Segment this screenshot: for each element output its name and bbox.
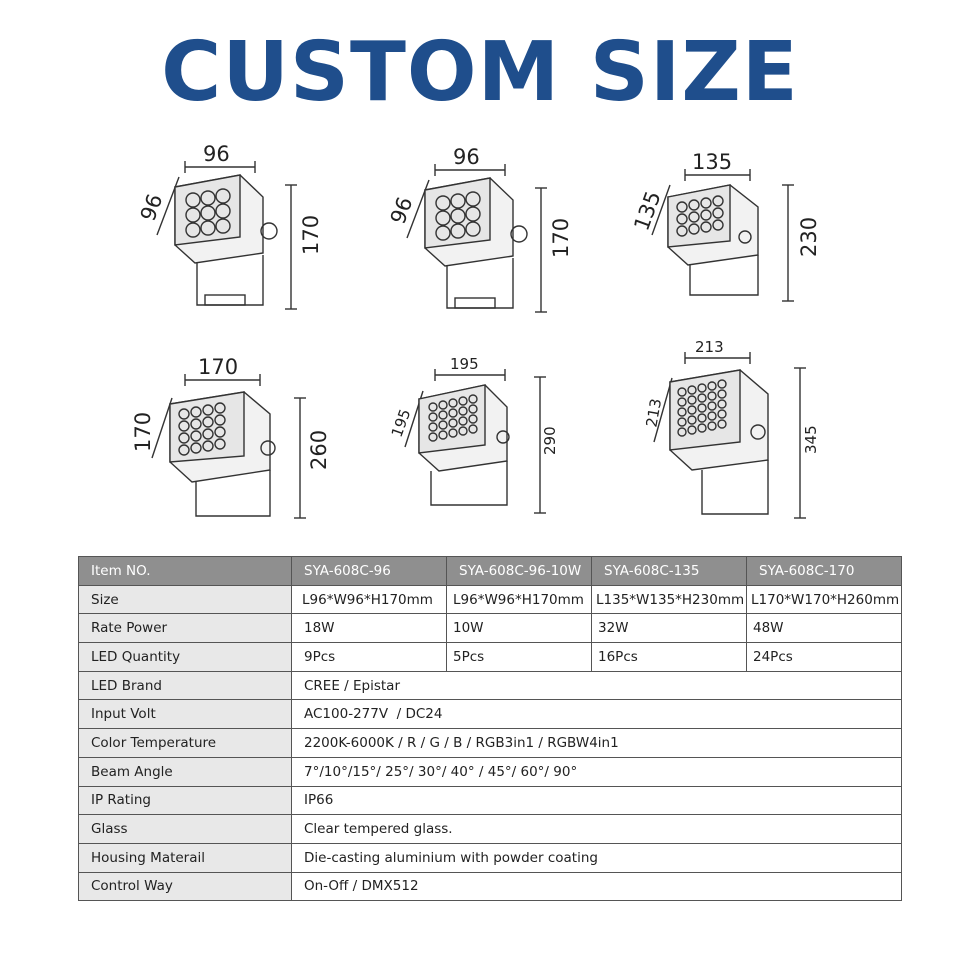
fixture-drawing-3 — [629, 150, 821, 315]
fixture-drawing-1 — [135, 142, 323, 315]
row-label: Control Way — [79, 872, 292, 901]
header-cell: SYA-608C-135 — [592, 557, 747, 586]
row-label: Beam Angle — [79, 757, 292, 786]
cell: AC100-277V / DC24 — [292, 700, 902, 729]
table-row — [79, 585, 902, 614]
cell: L96*W96*H170mm — [447, 585, 592, 614]
cell: Clear tempered glass. — [292, 815, 902, 844]
table-row — [79, 614, 902, 643]
spec-table — [78, 556, 902, 901]
table-row — [79, 700, 902, 729]
row-label: Size — [79, 585, 292, 614]
header-cell: SYA-608C-96 — [292, 557, 447, 586]
row-label: Rate Power — [79, 614, 292, 643]
dim-length-5: 195 — [450, 355, 479, 373]
cell: IP66 — [292, 786, 902, 815]
dim-width-6: 213 — [642, 397, 666, 429]
dim-height-5: 290 — [541, 426, 559, 455]
dim-length-6: 213 — [695, 338, 724, 356]
dim-height-2: 170 — [549, 217, 573, 258]
dim-length-1: 96 — [203, 142, 230, 166]
table-row — [79, 757, 902, 786]
header-cell: SYA-608C-96-10W — [447, 557, 592, 586]
cell: L170*W170*H260mm — [747, 585, 902, 614]
cell: On-Off / DMX512 — [292, 872, 902, 901]
dim-length-3: 135 — [692, 150, 733, 174]
dim-height-4: 260 — [307, 429, 331, 470]
fixture-drawing-6 — [640, 338, 830, 527]
cell: 24Pcs — [747, 643, 902, 672]
table-row — [79, 643, 902, 672]
header-cell: Item NO. — [79, 557, 292, 586]
row-label: Input Volt — [79, 700, 292, 729]
dim-height-3: 230 — [797, 216, 821, 257]
table-row — [79, 671, 902, 700]
dim-length-2: 96 — [453, 145, 480, 169]
dim-height-1: 170 — [299, 214, 323, 255]
table-row — [79, 786, 902, 815]
cell: L96*W96*H170mm — [292, 585, 447, 614]
cell: 7°/10°/15°/ 25°/ 30°/ 40° / 45°/ 60°/ 90° — [292, 757, 902, 786]
row-label: Color Temperature — [79, 729, 292, 758]
header-cell: SYA-608C-170 — [747, 557, 902, 586]
row-label: LED Quantity — [79, 643, 292, 672]
page-title: CUSTOM SIZE — [161, 25, 799, 120]
row-label: LED Brand — [79, 671, 292, 700]
cell: 16Pcs — [592, 643, 747, 672]
cell: 18W — [292, 614, 447, 643]
cell: 2200K-6000K / R / G / B / RGB3in1 / RGBW4in1 — [292, 729, 902, 758]
fixture-drawing-4 — [131, 355, 331, 533]
table-row — [79, 843, 902, 872]
cell: 48W — [747, 614, 902, 643]
dim-width-2: 96 — [385, 193, 418, 228]
table-header-row — [79, 557, 902, 586]
row-label: Housing Materail — [79, 843, 292, 872]
cell: 9Pcs — [292, 643, 447, 672]
table-row — [79, 729, 902, 758]
dim-width-4: 170 — [131, 411, 155, 452]
dim-width-3: 135 — [629, 187, 666, 234]
row-label: IP Rating — [79, 786, 292, 815]
dim-height-6: 345 — [802, 425, 820, 454]
dimension-drawings — [0, 130, 960, 530]
table-row — [79, 872, 902, 901]
cell: CREE / Epistar — [292, 671, 902, 700]
cell: Die-casting aluminium with powder coating — [292, 843, 902, 872]
dim-width-5: 195 — [387, 406, 415, 440]
row-label: Glass — [79, 815, 292, 844]
cell: L135*W135*H230mm — [592, 585, 747, 614]
cell: 10W — [447, 614, 592, 643]
cell: 5Pcs — [447, 643, 592, 672]
fixture-drawing-2 — [385, 145, 573, 318]
dim-width-1: 96 — [135, 190, 168, 225]
table-row — [79, 815, 902, 844]
fixture-drawing-5 — [387, 355, 570, 520]
cell: 32W — [592, 614, 747, 643]
dim-length-4: 170 — [198, 355, 239, 379]
